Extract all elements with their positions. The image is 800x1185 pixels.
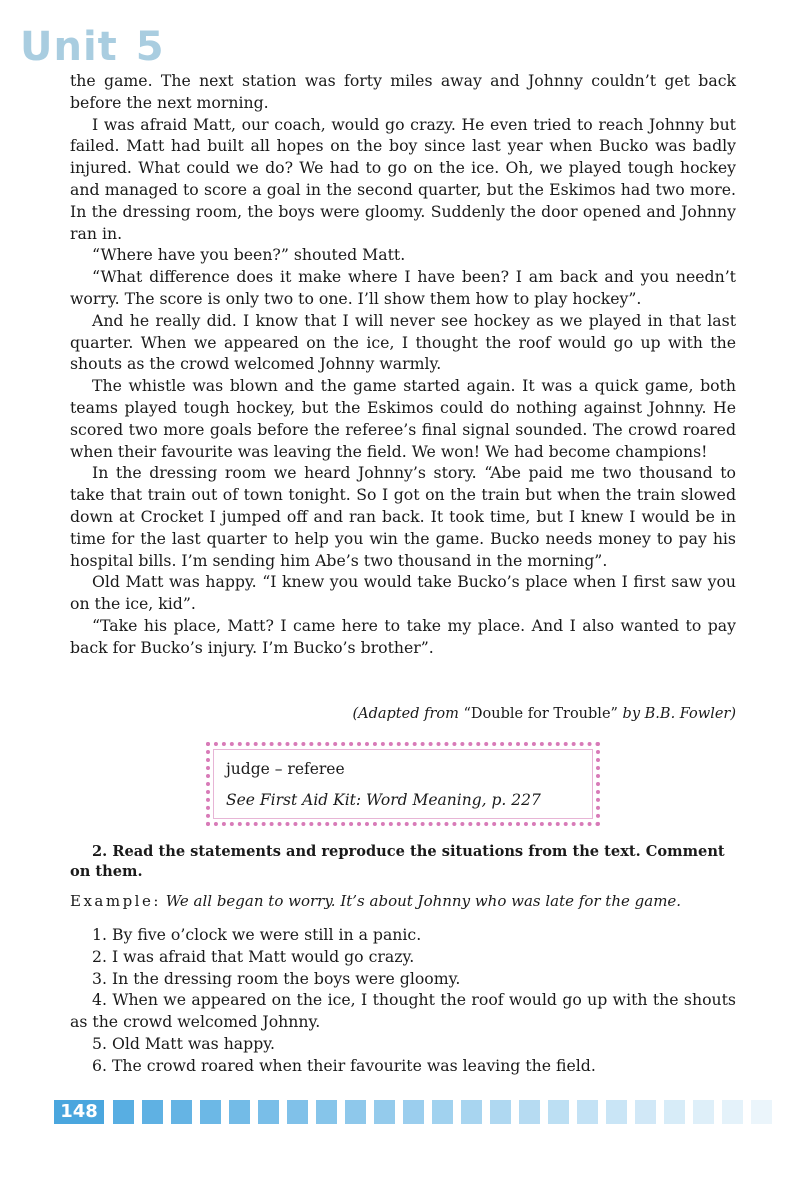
decorative-square [287,1100,308,1124]
list-item: 3. In the dressing room the boys were gloomy. [92,968,461,988]
glossary-box [206,742,600,826]
source-attribution [352,706,736,722]
glossary-entry: judge – referee [226,760,345,778]
list-item: 1. By five o’clock we were still in a panic. [92,925,422,944]
story-paragraph: The whistle was blown and the game started again. It was a quick game, both teams played tough hockey, but the Eskimos could do nothing against Johnny. He scored two more goals before the referee’s final signal sounded. The crowd roared when their favourite was leaving the field. We won! We had become champions! [70,376,736,461]
unit-word: Unit [20,24,118,70]
decorative-square [490,1100,511,1124]
example-text: We all began to worry. It’s about Johnny who was late for the game. [165,892,682,910]
story-paragraph: “What difference does it make where I have been? I am back and you needn’t worry. The score is only two to one. I’ll show them how to play hockey”. [70,267,736,308]
story-paragraph: Old Matt was happy. “I knew you would take Bucko’s place when I first saw you on the ice, kid”. [70,572,736,614]
source-suffix: by B.B. Fowler) [617,706,736,722]
decorative-square [461,1100,482,1124]
decorative-square [751,1100,772,1124]
glossary-reference: See First Aid Kit: Word Meaning, p. 227 [226,791,541,809]
decorative-square [345,1100,366,1124]
story-paragraph: “Where have you been?” shouted Matt. [92,245,406,265]
decorative-square [142,1100,163,1124]
decorative-square [171,1100,192,1124]
decorative-square [548,1100,569,1124]
decorative-square [258,1100,279,1124]
decorative-square [577,1100,598,1124]
story-paragraph: “Take his place, Matt? I came here to take my place. And I also wanted to pay back for Bucko’s injury. I’m Bucko’s brother”. [70,615,736,657]
unit-number: 5 [135,24,165,70]
decorative-square [374,1100,395,1124]
decorative-square [606,1100,627,1124]
decorative-square [519,1100,540,1124]
decorative-square [693,1100,714,1124]
list-item: 6. The crowd roared when their favourite was leaving the field. [92,1055,596,1075]
page-footer [54,1100,774,1124]
story-text [70,70,736,659]
list-item: 4. When we appeared on the ice, I thought the roof would go up with the shouts as the crowd welcomed Johnny. [70,990,736,1032]
decorative-square [200,1100,221,1124]
decorative-square [113,1100,134,1124]
story-paragraph: And he really did. I know that I will never see hockey as we played in that last quarter. When we appeared on the ice, I thought the roof would go up with the shouts as the crowd welcomed Johnny warmly. [70,310,736,374]
source-prefix: (Adapted from [352,706,464,722]
story-paragraph: the game. The next station was forty miles away and Johnny couldn’t get back before the next morning. [70,71,736,112]
exercise-example [70,892,750,910]
source-title: “Double for Trouble” [463,706,618,722]
decorative-square [403,1100,424,1124]
story-paragraph: I was afraid Matt, our coach, would go crazy. He even tried to reach Johnny but failed. Matt had built all hopes on the boy since last year when Bucko was badly injured. What could we do? We had to go on the ice. Oh, we played tough hockey and managed to score a goal in the second quarter, but the Eskimos had two more. In the dressing room, the boys were gloomy. Suddenly the door opened and Johnny ran in. [70,114,736,243]
list-item: 5. Old Matt was happy. [92,1033,275,1053]
exercise-instruction: 2. Read the statements and reproduce the situations from the text. Comment on them. [70,843,725,880]
story-paragraph: In the dressing room we heard Johnny’s story. “Abe paid me two thousand to take that train out of town tonight. So I got on the train but when the train slowed down at Crocket I jumped off and ran back. It took time, but I knew I would be in time for the last quarter to help you win the game. Bucko needs money to pay his hospital bills. I’m sending him Abe’s two thousand in the morning”. [70,463,736,570]
decorative-square [722,1100,743,1124]
unit-heading [20,24,165,70]
decorative-square [229,1100,250,1124]
decorative-square [635,1100,656,1124]
exercise-items [70,924,736,1077]
decorative-square [316,1100,337,1124]
decorative-square [664,1100,685,1124]
decorative-square [432,1100,453,1124]
list-item: 2. I was afraid that Matt would go crazy. [92,946,415,966]
page-number: 148 [54,1100,104,1124]
example-label: Example: [70,892,161,910]
